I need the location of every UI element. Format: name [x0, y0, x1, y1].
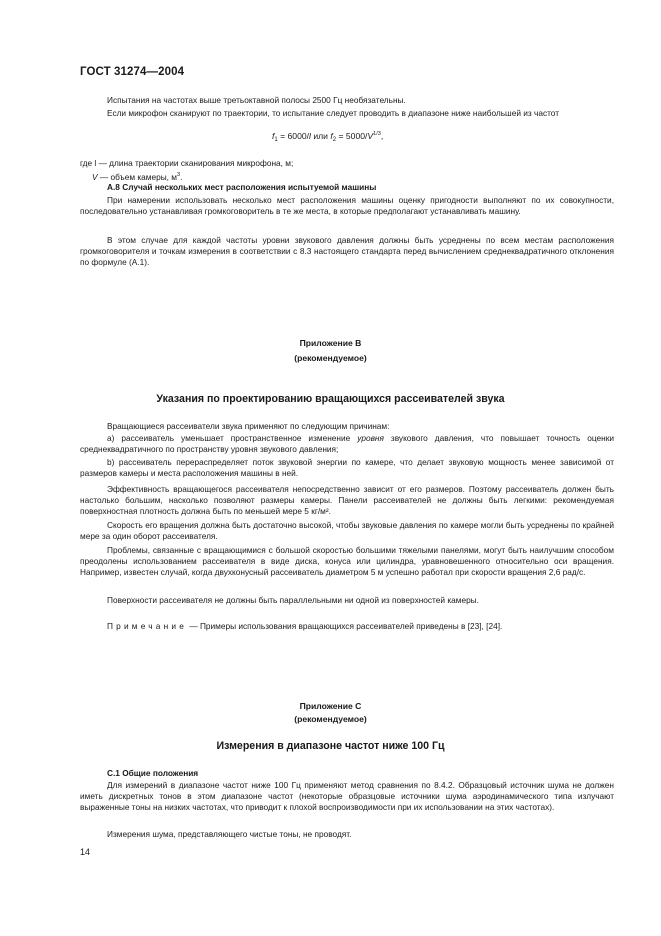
page-number: 14	[80, 847, 91, 857]
paragraph-frequency-note: Испытания на частотах выше третьоктавной полосы 2500 Гц необязательны.	[107, 95, 406, 105]
formula-f2-symbol: f	[330, 131, 333, 141]
appendix-b-item-a-post: звукового давления, что повышает точность оценки среднеквадратичного по пространству уровня звукового давления;	[80, 433, 614, 455]
formula-part2: = 5000/	[336, 131, 368, 141]
formula-frequency-limit	[272, 131, 383, 143]
appendix-b-item-b: b) рассеиватель перераспределяет поток звуковой энергии по камере, что делает звуковую мощность менее зависимой от размеров камеры и места расположения машины в ней.	[80, 457, 614, 479]
formula-exponent: 1/3	[373, 131, 381, 137]
section-a8-heading: А.8 Случай нескольких мест расположения испытуемой машины	[107, 182, 377, 192]
section-a8-paragraph-2: В этом случае для каждой частоты уровни звукового давления должны быть усреднены по всем местам расположения громкоговорителя и точкам измерения в соответствии с 8.3 настоящего стандарта перед вычислением среднеквадратичного отклонения по формуле (А.1).	[80, 235, 614, 268]
definition-v-end: .	[180, 171, 183, 182]
note-text: — Примеры использования вращающихся рассеивателей приведены в [23], [24].	[187, 621, 503, 631]
formula-v-symbol: V	[367, 131, 374, 141]
appendix-b-status: (рекомендуемое)	[294, 353, 367, 363]
section-a8-paragraph-1: При намерении использовать несколько мест расположения машины оценку пригодности выполняют по их совокупности, последовательно устанавливая громкоговоритель в те же места, в которые предполагают устанавливать машину.	[80, 195, 614, 217]
formula-f1-sub: 1	[274, 137, 278, 143]
appendix-b-paragraph-5: Поверхности рассеивателя не должны быть параллельными ни одной из поверхностей камеры.	[107, 595, 479, 605]
appendix-b-title: Указания по проектированию вращающихся рассеивателей звука	[156, 393, 505, 405]
appendix-c-title: Измерения в диапазоне частот ниже 100 Гц	[216, 740, 445, 752]
appendix-b-item-a-pre: а) рассеиватель уменьшает пространственное изменение	[107, 433, 358, 443]
appendix-b-paragraph-2: Эффективность вращающегося рассеивателя непосредственно зависит от его размеров. Поэтому рассеиватель должен быть настолько большим, насколько позволяют размеры камеры. Панели рассеивателей не должны быть легкими: рекомендуемая поверхностная плотность должна быть по меньшей мере 5 кг/м².	[80, 484, 614, 517]
definition-v	[92, 170, 182, 183]
formula-f2-sub: 2	[332, 137, 337, 143]
appendix-b-item-a-emphasis: уровня	[357, 433, 384, 443]
formula-end: ,	[380, 131, 384, 141]
definition-l: где l — длина траектории сканирования микрофона, м;	[80, 158, 294, 168]
appendix-b-intro: Вращающиеся рассеиватели звука применяют по следующим причинам:	[107, 421, 390, 431]
section-c1-heading: С.1 Общие положения	[107, 768, 199, 778]
formula-f1-symbol: f	[272, 131, 275, 141]
appendix-b-paragraph-3: Скорость его вращения должна быть достаточно высокой, чтобы звуковые давления по камере могли быть усреднены по крайней мере за один оборот рассеивателя.	[80, 520, 614, 542]
section-c1-paragraph-2: Измерения шума, представляющего чистые тоны, не проводят.	[107, 829, 352, 839]
appendix-b-label: Приложение В	[299, 338, 362, 348]
appendix-c-label: Приложение С	[299, 701, 362, 711]
definition-v-text: — объем камеры, м	[97, 171, 177, 182]
appendix-b-note	[80, 621, 614, 632]
section-c1-paragraph-1: Для измерений в диапазоне частот ниже 100 Гц применяют метод сравнения по 8.4.2. Образцовый источник шума не должен иметь дискретных тонов в этом диапазоне частот (некоторые образцовые источники шума аэродинамического типа излучают выраженные тоны на низких частотах, что приводит к плохой воспроизводимости при их использовании на этих частотах).	[80, 780, 614, 813]
definition-v-symbol: V	[92, 171, 98, 182]
appendix-b-item-a	[80, 433, 614, 455]
note-label: Примечание	[107, 621, 188, 631]
document-header-code: ГОСТ 31274—2004	[80, 66, 185, 78]
formula-part1: = 6000/	[277, 131, 310, 141]
definition-v-exponent: 3	[177, 172, 181, 178]
appendix-b-paragraph-4: Проблемы, связанные с вращающимися с большой скоростью большими тяжелыми панелями, могут быть наилучшим способом преодолены использованием рассеивателя в виде диска, конуса или цилиндра, уравновешенного относительно оси вращения. Например, известен случай, когда двухконусный рассеиватель диаметром 5 м успешно работал при скорости вращения 2,6 рад/с.	[80, 545, 614, 578]
formula-or: или	[310, 131, 331, 141]
appendix-c-status: (рекомендуемое)	[294, 714, 367, 724]
formula-l-symbol: l	[309, 131, 311, 141]
paragraph-scanning-microphone: Если микрофон сканируют по траектории, то испытание следует проводить в диапазоне ниже наибольшей из частот	[107, 108, 560, 118]
